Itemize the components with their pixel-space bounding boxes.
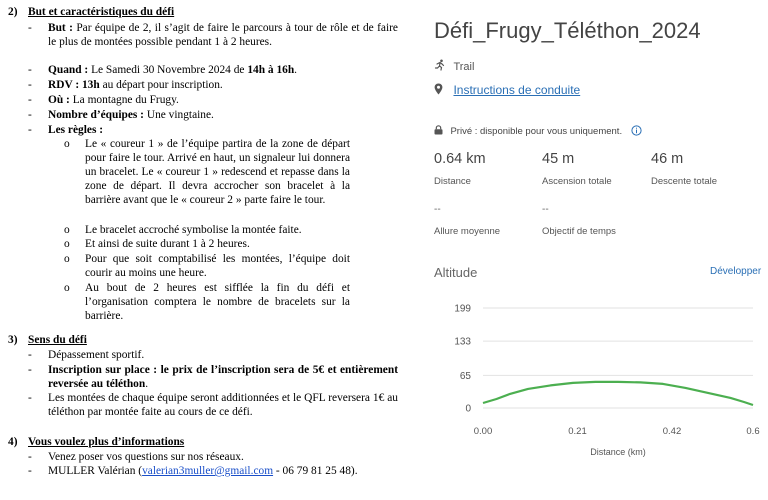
rule-item: Pour que soit comptabilisé les montées, l’équipe doit courir au moins une heure. [85,253,350,279]
quand-line: Quand : Le Samedi 30 Novembre 2024 de 14h à 16h. [48,64,298,76]
rule-item: Et ainsi de suite durant 1 à 2 heures. [85,238,250,250]
altitude-chart [425,298,768,473]
rule-item: Au bout de 2 heures est sifflée la fin du défi et l’organisation comptera le nombre de bracelets sur la barrière. [85,282,350,322]
bullet: o [64,253,70,265]
y-tick-label: 199 [454,303,471,315]
stat-value-ascent: 45 m [542,151,575,167]
altitude-series-line [483,382,753,405]
sens-line-2: Inscription sur place : le prix de l’inscription sera de 5€ et entièrement reversée au téléthon. [48,364,398,390]
section-4-heading: 4) Vous voulez plus d’informations [8,436,185,448]
activity-label: Trail [453,61,475,73]
section-2-heading: 2) But et caractéristiques du défi [8,6,175,18]
email-link[interactable]: valerian3muller@gmail.com [142,465,274,477]
stat-label-ascent: Ascension totale [542,176,612,187]
bullet: o [64,224,70,236]
dash: - [28,94,32,106]
info-circle-icon[interactable] [631,125,642,136]
dash: - [28,392,32,404]
stat-value-distance: 0.64 km [434,151,486,167]
privacy-text: Privé : disponible pour vous uniquement. [450,126,623,137]
altitude-title: Altitude [434,265,478,280]
bullet: o [64,282,70,294]
dash: - [28,124,32,136]
dash: - [28,64,32,76]
rule-item: Le « coureur 1 » de l’équipe partira de la zone de départ pour faire le tour. Arrivé en haut, un signaleur lui donnera un bracelet. Le « coureur 1 » redescend et repasse dans la zone de départ. Il devra accrocher son bracelet à la barrière avant que le « coureur 2 » parte faire le tour. [85,138,350,206]
route-title: Défi_Frugy_Téléthon_2024 [434,18,701,43]
privacy-row [434,121,642,139]
sens-line-3: Les montées de chaque équipe seront additionnées et le QFL reversera 1€ au téléthon par montée faite au cours de ce défi. [48,392,398,418]
directions-row[interactable] [434,81,580,99]
stat-value-target: -- [542,204,549,215]
but-paragraph: But : Par équipe de 2, il s’agit de faire le parcours à tour de rôle et de faire le plus de montées possible pendant 1 à 2 heures. [48,22,398,48]
expand-link[interactable]: Développer [710,266,762,277]
stat-label-pace: Allure moyenne [434,226,501,237]
dash: - [28,364,32,376]
x-tick-label: 0.42 [662,426,682,437]
x-tick-label: 0.6 [746,426,760,437]
directions-link[interactable]: Instructions de conduite [453,83,581,97]
bullet: o [64,138,70,150]
dash: - [28,349,32,361]
rule-item: Le bracelet accroché symbolise la montée faite. [85,224,302,236]
x-tick-label: 0.21 [568,426,587,437]
activity-row [434,57,474,75]
stat-value-pace: -- [434,204,441,215]
lock-icon [434,125,443,135]
section-3-heading: 3) Sens du défi [8,334,87,346]
stat-label-target: Objectif de temps [542,226,616,237]
dash: - [28,79,32,91]
sens-line-1: Dépassement sportif. [48,349,145,361]
dash: - [28,451,32,463]
bullet: o [64,238,70,250]
stat-label-distance: Distance [434,176,471,187]
y-tick-label: 65 [459,370,471,382]
dash: - [28,109,32,121]
running-person-icon [434,59,446,71]
stat-label-descent: Descente totale [651,176,718,187]
regles-heading: Les règles : [48,124,104,136]
info-line-1: Venez poser vos questions sur nos réseaux. [48,451,244,463]
x-axis-label: Distance (km) [590,447,646,457]
y-tick-label: 133 [454,336,471,348]
rdv-line: RDV : 13h au départ pour inscription. [48,79,223,91]
x-tick-label: 0.00 [473,426,493,437]
dash: - [28,22,32,34]
y-tick-label: 0 [465,403,471,415]
stat-value-descent: 46 m [651,151,684,167]
map-pin-icon [434,83,443,95]
ou-line: Où : La montagne du Frugy. [48,94,179,106]
info-line-2: MULLER Valérian (valerian3muller@gmail.com - 06 79 81 25 48). [48,465,358,477]
nombre-line: Nombre d’équipes : Une vingtaine. [48,109,214,121]
dash: - [28,465,32,477]
